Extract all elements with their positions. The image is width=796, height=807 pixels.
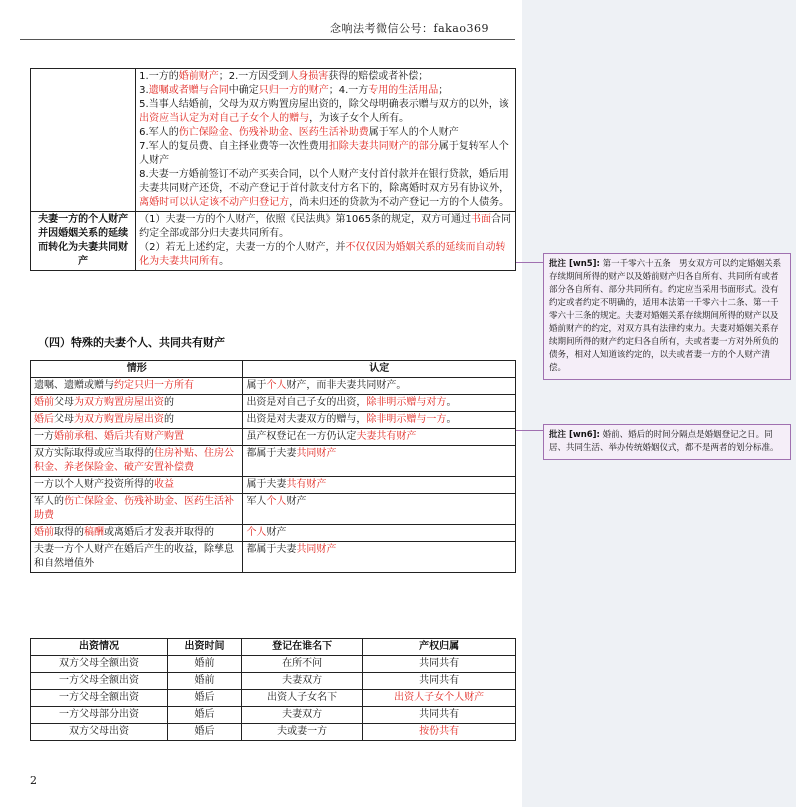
determination-cell [243, 542, 516, 573]
table-row [31, 378, 516, 395]
table-cell: 夫妻双方 [241, 673, 362, 690]
text-run: 的 [164, 414, 174, 425]
text-run: 双方实际取得或应当取得的 [34, 448, 154, 459]
highlight-run: 为双方购置房屋出资 [74, 397, 164, 408]
determination-cell [243, 378, 516, 395]
text-run: 属于复转军人个人财产 [139, 141, 509, 166]
text-run: 的 [164, 397, 174, 408]
table-row [31, 656, 516, 673]
column-header: 出资时间 [167, 639, 241, 656]
text-run: 或离婚后才发表并取得的 [104, 527, 214, 538]
text-run: 财产 [266, 527, 287, 538]
highlight-run: 个人 [246, 527, 267, 538]
situation-cell [31, 477, 243, 494]
table-body [31, 656, 516, 741]
highlight-run: 夫妻共有财产 [356, 431, 417, 442]
determination-cell [243, 525, 516, 542]
text-run: 。 [446, 414, 457, 425]
situation-cell [31, 412, 243, 429]
personal-property-list [136, 69, 516, 212]
comment-wn5[interactable] [543, 253, 791, 380]
table-row [31, 395, 516, 412]
section-title: （四）特殊的夫妻个人、共同共有财产 [38, 336, 225, 349]
text-run: （2）若无上述约定，夫妻一方的个人财产，并 [139, 242, 346, 253]
table-header-row [31, 361, 516, 378]
comment-label: 批注 [wn6]: [549, 430, 600, 440]
situation-cell [31, 378, 243, 395]
row-label-empty [31, 69, 136, 212]
text-run: 取得的 [54, 527, 84, 538]
situation-cell [31, 494, 243, 525]
text-run: 5.当事人结婚前，父母为双方购置房屋出资的，除父母明确表示赠与双方的以外，该 [139, 99, 509, 110]
highlight-run: 只归一方的财产 [258, 85, 329, 96]
table-cell: 婚后 [167, 724, 241, 741]
situation-cell [31, 429, 243, 446]
text-run: 都属于夫妻 [246, 544, 297, 555]
highlight-run: 住房补贴、住房公积金、养老保险金、破产安置补偿费 [34, 448, 234, 473]
property-table [30, 68, 516, 271]
determination-cell [243, 446, 516, 477]
table-cell: 出资人子女个人财产 [363, 690, 516, 707]
highlight-run: 离婚时可以认定该不动产归登记方 [139, 197, 290, 208]
text-line [139, 98, 512, 126]
table-row [31, 212, 516, 271]
table-row [31, 412, 516, 429]
comment-margin [522, 0, 796, 807]
text-run: 都属于夫妻 [246, 448, 297, 459]
conversion-rules [136, 212, 516, 271]
column-header: 出资情况 [31, 639, 168, 656]
table-row [31, 707, 516, 724]
table-row [31, 429, 516, 446]
table-cell: 一方父母全额出资 [31, 690, 168, 707]
text-run: 7.军人的复员费、自主择业费等一次性费用 [139, 141, 329, 152]
highlight-run: 个人 [266, 380, 287, 391]
text-run: 属于军人的个人财产 [368, 127, 459, 138]
comment-wn6[interactable] [543, 424, 791, 460]
table-row [31, 525, 516, 542]
text-run: 属于 [246, 380, 267, 391]
determination-cell [243, 494, 516, 525]
table-cell: 在所不问 [241, 656, 362, 673]
table-cell: 出资人子女名下 [241, 690, 362, 707]
table-row [31, 69, 516, 212]
table-cell: 共同共有 [363, 673, 516, 690]
text-run: 一方以个人财产投资所得的 [34, 479, 154, 490]
table-row [31, 494, 516, 525]
determination-cell [243, 412, 516, 429]
situation-cell [31, 525, 243, 542]
table-cell: 按份共有 [363, 724, 516, 741]
text-run: （1）夫妻一方的个人财产，依照《民法典》第1065条的规定，双方可通过 [139, 214, 471, 225]
highlight-run: 共同财产 [296, 448, 337, 459]
highlight-run: 为双方购置房屋出资 [74, 414, 164, 425]
highlight-run: 不仅仅因为婚姻关系的延续而自动转化为夫妻共同所有 [139, 242, 506, 267]
text-line [139, 140, 512, 168]
text-run: 合同约定全部或部分归夫妻共同所有。 [139, 214, 511, 239]
text-line [139, 168, 512, 210]
rich-text [139, 70, 512, 210]
text-run: 1.一方的 [139, 71, 179, 82]
text-line [139, 70, 512, 84]
table-cell: 共同共有 [363, 707, 516, 724]
text-run: 出资是对夫妻双方的赠与， [246, 414, 367, 425]
table-cell: 一方父母全额出资 [31, 673, 168, 690]
table-row [31, 724, 516, 741]
highlight-run: 婚前财产 [178, 71, 219, 82]
table-header-row [31, 639, 516, 656]
highlight-run: 遗嘱或者赠与合同 [148, 85, 229, 96]
text-run: 6.军人的 [139, 127, 179, 138]
text-run: 出资是对自己子女的出资， [246, 397, 367, 408]
highlight-run: 除非明示赠与对方 [366, 397, 447, 408]
house-ownership-table [30, 638, 516, 741]
text-line [139, 213, 512, 241]
text-run: ； [438, 85, 449, 96]
text-run: 3. [139, 85, 149, 96]
highlight-run: 共同财产 [296, 544, 337, 555]
highlight-run: 共有财产 [286, 479, 327, 490]
column-header: 登记在谁名下 [241, 639, 362, 656]
highlight-run: 伤亡保险金、伤残补助金、医药生活补助费 [34, 496, 234, 521]
special-property-table [30, 360, 516, 573]
text-run: 遗嘱、遗赠或赠与 [34, 380, 114, 391]
table-cell: 双方父母全额出资 [31, 656, 168, 673]
table-cell: 共同共有 [363, 656, 516, 673]
text-run: ；2.一方因受到 [218, 71, 289, 82]
text-run: 军人 [246, 496, 267, 507]
highlight-run: 伤亡保险金、伤残补助金、医药生活补助费 [178, 127, 369, 138]
text-run: 中确定 [228, 85, 259, 96]
text-line [139, 241, 512, 269]
comment-text: 第一千零六十五条 男女双方可以约定婚姻关系存续期间所得的财产以及婚前财产归各自所有、共同所有或者部分各自所有、部分共同所有。约定应当采用书面形式。没有约定或者约定不明确的，适用本法第一千零六十二条、第一千零六十三条的规定。夫妻对婚姻关系存续期间所得的财产以及婚前财产的约定，对双方具有法律约束力。夫妻对婚姻关系存续期间所得的财产约定归各自所有，夫或者妻一方对外所负的债务，相对人知道该约定的，以夫或者妻一方的个人财产清偿。 [549, 259, 782, 373]
table-cell: 婚后 [167, 707, 241, 724]
table-row [31, 673, 516, 690]
text-run: ，为该子女个人所有。 [309, 113, 410, 124]
column-header: 情形 [31, 361, 243, 378]
text-run: ；4.一方 [328, 85, 369, 96]
text-run: 属于夫妻 [246, 479, 287, 490]
table-cell: 婚后 [167, 690, 241, 707]
table-row [31, 477, 516, 494]
table-cell: 一方父母部分出资 [31, 707, 168, 724]
situation-cell [31, 542, 243, 573]
table-cell: 夫妻双方 [241, 707, 362, 724]
table-cell: 夫或妻一方 [241, 724, 362, 741]
highlight-run: 人身损害 [288, 71, 329, 82]
text-run: 父母 [54, 414, 74, 425]
comment-label: 批注 [wn5]: [549, 259, 600, 269]
rich-text [139, 213, 512, 269]
highlight-run: 婚后 [34, 414, 54, 425]
text-run: 8.夫妻一方婚前签订不动产买卖合同，以个人财产支付首付款并在银行贷款，婚后用夫妻共同财产还贷，不动产登记于首付款支付方名下的，除离婚时双方另有协议外， [139, 169, 510, 194]
text-run: 虽产权登记在一方仍认定 [246, 431, 357, 442]
situation-cell [31, 395, 243, 412]
determination-cell [243, 477, 516, 494]
comment-connector [516, 262, 543, 263]
header-rule [20, 39, 515, 40]
text-run: 财产 [286, 496, 307, 507]
text-run: 。 [219, 256, 230, 267]
row-label: 夫妻一方的个人财产并因婚姻关系的延续而转化为夫妻共同财产 [31, 212, 136, 271]
text-run: ，尚未归还的贷款为不动产登记一方的个人债务。 [289, 197, 510, 208]
page-header: 念响法考微信公号：fakao369 [330, 22, 489, 35]
table-row [31, 542, 516, 573]
comment-text: 婚前、婚后的时间分隔点是婚姻登记之日。同居、共同生活、举办传统婚姻仪式，都不是两者的划分标准。 [549, 430, 779, 453]
text-run: 财产，而非夫妻共同财产。 [286, 380, 407, 391]
table-row [31, 446, 516, 477]
highlight-run: 出资应当认定为对自己子女个人的赠与 [139, 113, 310, 124]
determination-cell [243, 395, 516, 412]
determination-cell [243, 429, 516, 446]
highlight-run: 约定只归一方所有 [114, 380, 194, 391]
comment-connector [516, 430, 543, 431]
page-number: 2 [30, 774, 37, 787]
highlight-run: 婚前承租、婚后共有财产购置 [54, 431, 184, 442]
text-line [139, 84, 512, 98]
highlight-run: 专用的生活用品 [368, 85, 439, 96]
highlight-run: 婚前 [34, 527, 54, 538]
text-line [139, 126, 512, 140]
table-cell: 婚前 [167, 673, 241, 690]
text-run: 军人的 [34, 496, 64, 507]
highlight-run: 书面 [470, 214, 491, 225]
text-run: 夫妻一方个人财产在婚后产生的收益，除孳息和自然增值外 [34, 544, 234, 569]
highlight-run: 婚前 [34, 397, 54, 408]
column-header: 产权归属 [363, 639, 516, 656]
highlight-run: 个人 [266, 496, 287, 507]
highlight-run: 收益 [154, 479, 174, 490]
highlight-run: 稿酬 [84, 527, 104, 538]
table-body [31, 378, 516, 573]
text-run: 一方 [34, 431, 54, 442]
table-cell: 双方父母出资 [31, 724, 168, 741]
text-run: 父母 [54, 397, 74, 408]
column-header: 认定 [243, 361, 516, 378]
text-run: 。 [446, 397, 457, 408]
table-cell: 婚前 [167, 656, 241, 673]
text-run: 获得的赔偿或者补偿； [328, 71, 429, 82]
situation-cell [31, 446, 243, 477]
table-row [31, 690, 516, 707]
highlight-run: 除非明示赠与一方 [366, 414, 447, 425]
highlight-run: 扣除夫妻共同财产的部分 [328, 141, 439, 152]
